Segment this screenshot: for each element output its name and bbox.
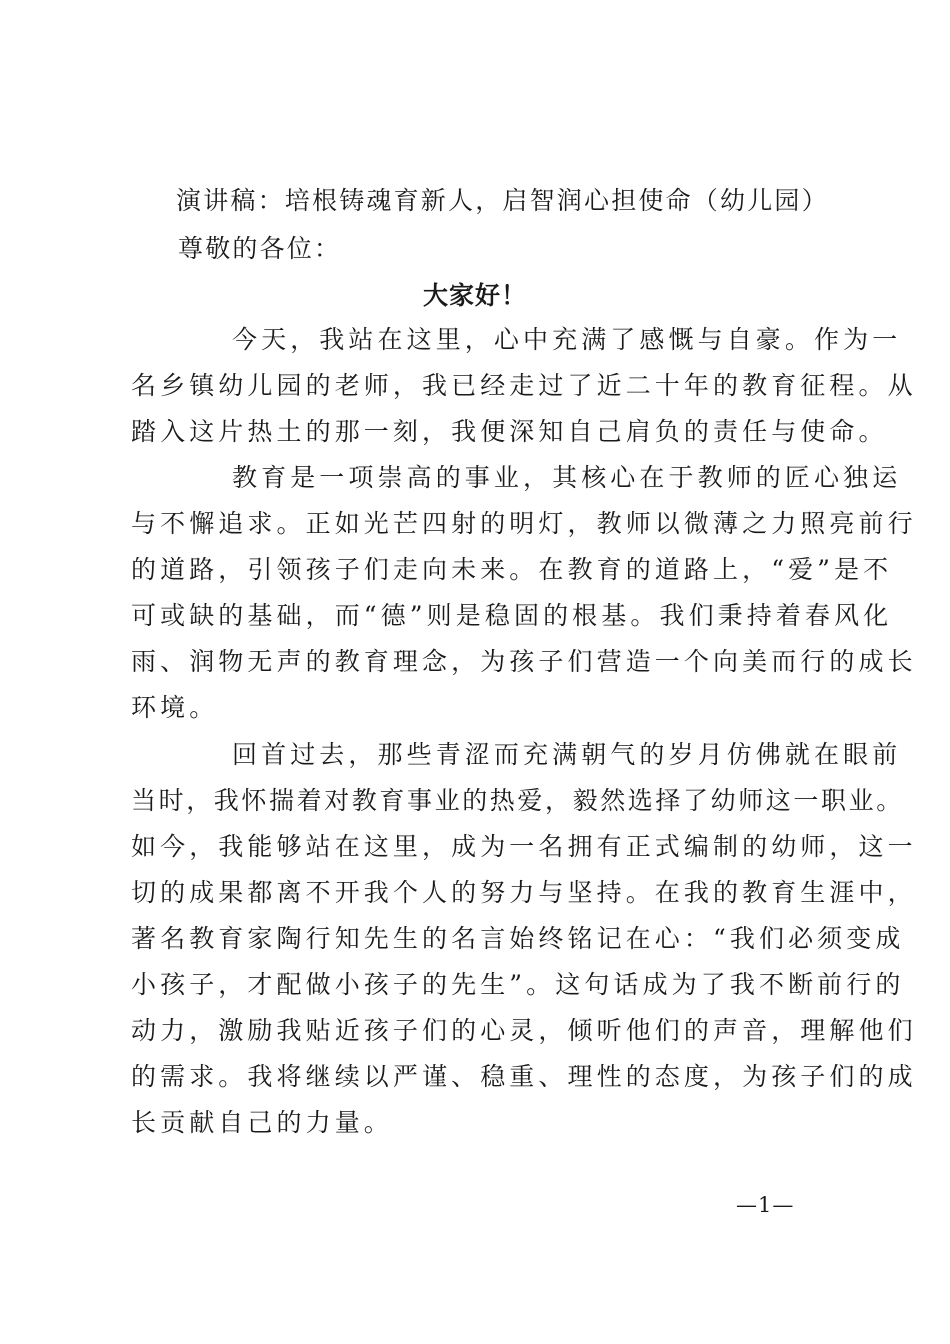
paragraph-line: 小孩子，才配做小孩子的先生”。这句话成为了我不断前行的 bbox=[131, 970, 905, 999]
paragraph-line: 动力，激励我贴近孩子们的心灵，倾听他们的声音，理解他们 bbox=[131, 1016, 917, 1045]
paragraph-line: 的道路，引领孩子们走向未来。在教育的道路上，“爱”是不 bbox=[131, 555, 893, 584]
paragraph-line: 名乡镇幼儿园的老师，我已经走过了近二十年的教育征程。从 bbox=[131, 371, 917, 400]
paragraph-line: 可或缺的基础，而“德”则是稳固的根基。我们秉持着春风化 bbox=[131, 601, 893, 630]
paragraph-line: 切的成果都离不开我个人的努力与坚持。在我的教育生涯中， bbox=[131, 878, 917, 907]
paragraph-line: 今天，我站在这里，心中充满了感慨与自豪。作为一 bbox=[232, 325, 902, 354]
greeting: 大家好！ bbox=[422, 281, 527, 310]
paragraph-line: 雨、润物无声的教育理念，为孩子们营造一个向美而行的成长 bbox=[131, 647, 917, 676]
paragraph-line: 踏入这片热土的那一刻，我便深知自己肩负的责任与使命。 bbox=[131, 417, 888, 446]
paragraph-line: 与不懈追求。正如光芒四射的明灯，教师以微薄之力照亮前行 bbox=[131, 509, 917, 538]
paragraph-line: 回首过去，那些青涩而充满朝气的岁月仿佛就在眼前 bbox=[232, 740, 902, 769]
page-number: —1— bbox=[736, 1193, 795, 1217]
paragraph-line: 教育是一项崇高的事业，其核心在于教师的匠心独运 bbox=[232, 463, 902, 492]
paragraph-line: 当时，我怀揣着对教育事业的热爱，毅然选择了幼师这一职业。 bbox=[131, 786, 904, 815]
paragraph-line: 如今，我能够站在这里，成为一名拥有正式编制的幼师，这一 bbox=[131, 832, 917, 861]
paragraph-line: 环境。 bbox=[131, 693, 219, 722]
document-title: 演讲稿：培根铸魂育新人，启智润心担使命（幼儿园） bbox=[176, 186, 829, 215]
paragraph-line: 长贡献自己的力量。 bbox=[131, 1108, 393, 1137]
salutation: 尊敬的各位： bbox=[178, 234, 342, 263]
paragraph-line: 的需求。我将继续以严谨、稳重、理性的态度，为孩子们的成 bbox=[131, 1062, 917, 1091]
paragraph-line: 著名教育家陶行知先生的名言始终铭记在心：“我们必须变成 bbox=[131, 924, 905, 953]
